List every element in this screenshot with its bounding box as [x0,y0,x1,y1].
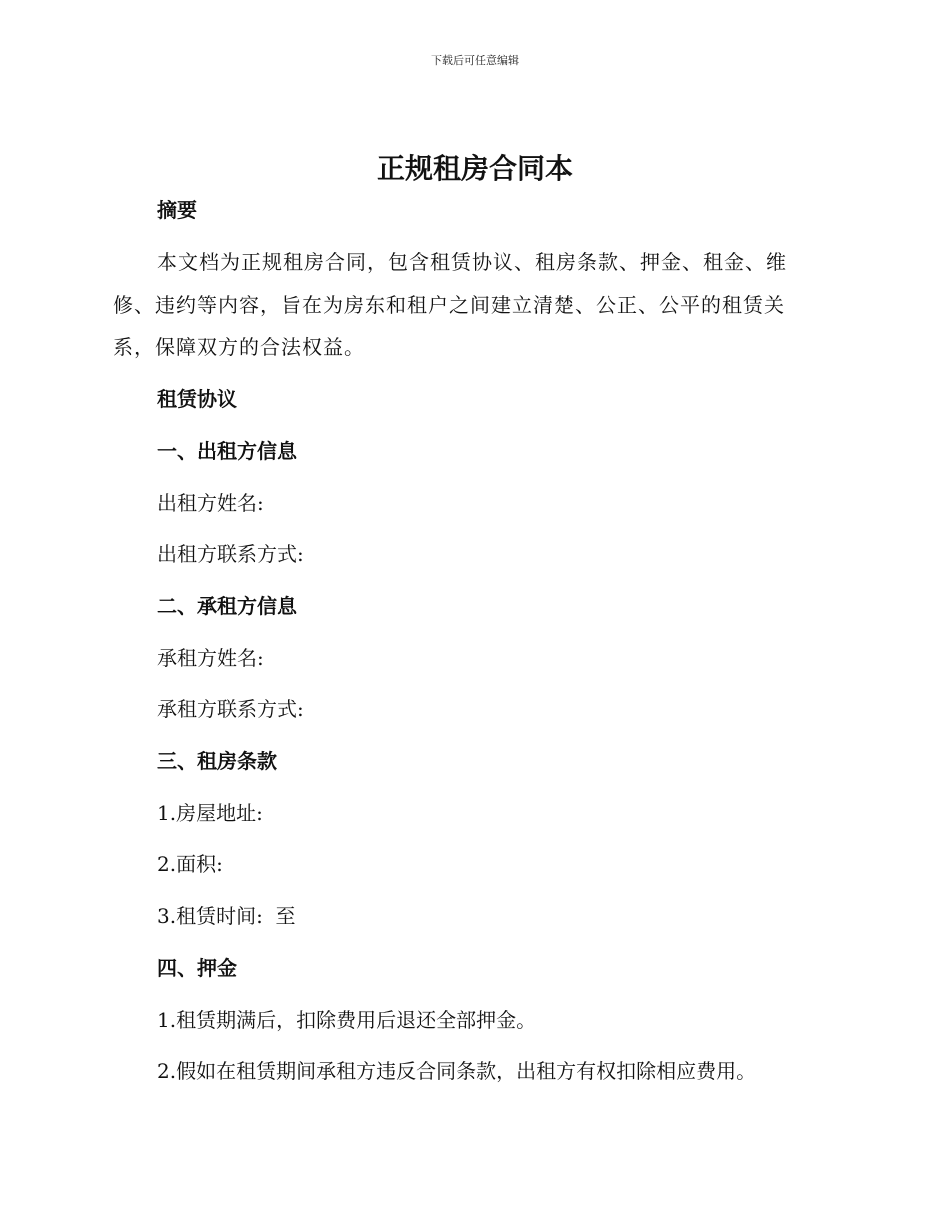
house-address-field: 1.房屋地址: [157,801,263,825]
section-heading-lessee: 二、承租方信息 [157,594,297,618]
document-title: 正规租房合同本 [376,152,573,185]
abstract-paragraph: 本文档为正规租房合同，包含租赁协议、租房条款、押金、租金、维修、违约等内容，旨在为房东和租户之间建立清楚、公正、公平的租赁关系，保障双方的合法权益。 [113,250,787,359]
deposit-clause-1: 1.租赁期满后，扣除费用后退还全部押金。 [157,1008,537,1032]
section-heading-terms: 三、租房条款 [157,749,277,773]
lessee-name-field: 承租方姓名: [157,646,264,670]
lessor-name-field: 出租方姓名: [157,491,264,515]
section-heading-lessor: 一、出租方信息 [157,439,297,463]
page-header-note: 下载后可任意编辑 [431,54,519,67]
agreement-heading: 租赁协议 [157,387,237,411]
area-field: 2.面积: [157,852,223,876]
lease-period-field: 3.租赁时间: 至 [157,904,296,928]
lessee-contact-field: 承租方联系方式: [157,697,304,721]
abstract-heading: 摘要 [157,198,197,222]
lessor-contact-field: 出租方联系方式: [157,542,304,566]
deposit-clause-2: 2.假如在租赁期间承租方违反合同条款，出租方有权扣除相应费用。 [157,1059,757,1083]
section-heading-deposit: 四、押金 [157,956,237,980]
